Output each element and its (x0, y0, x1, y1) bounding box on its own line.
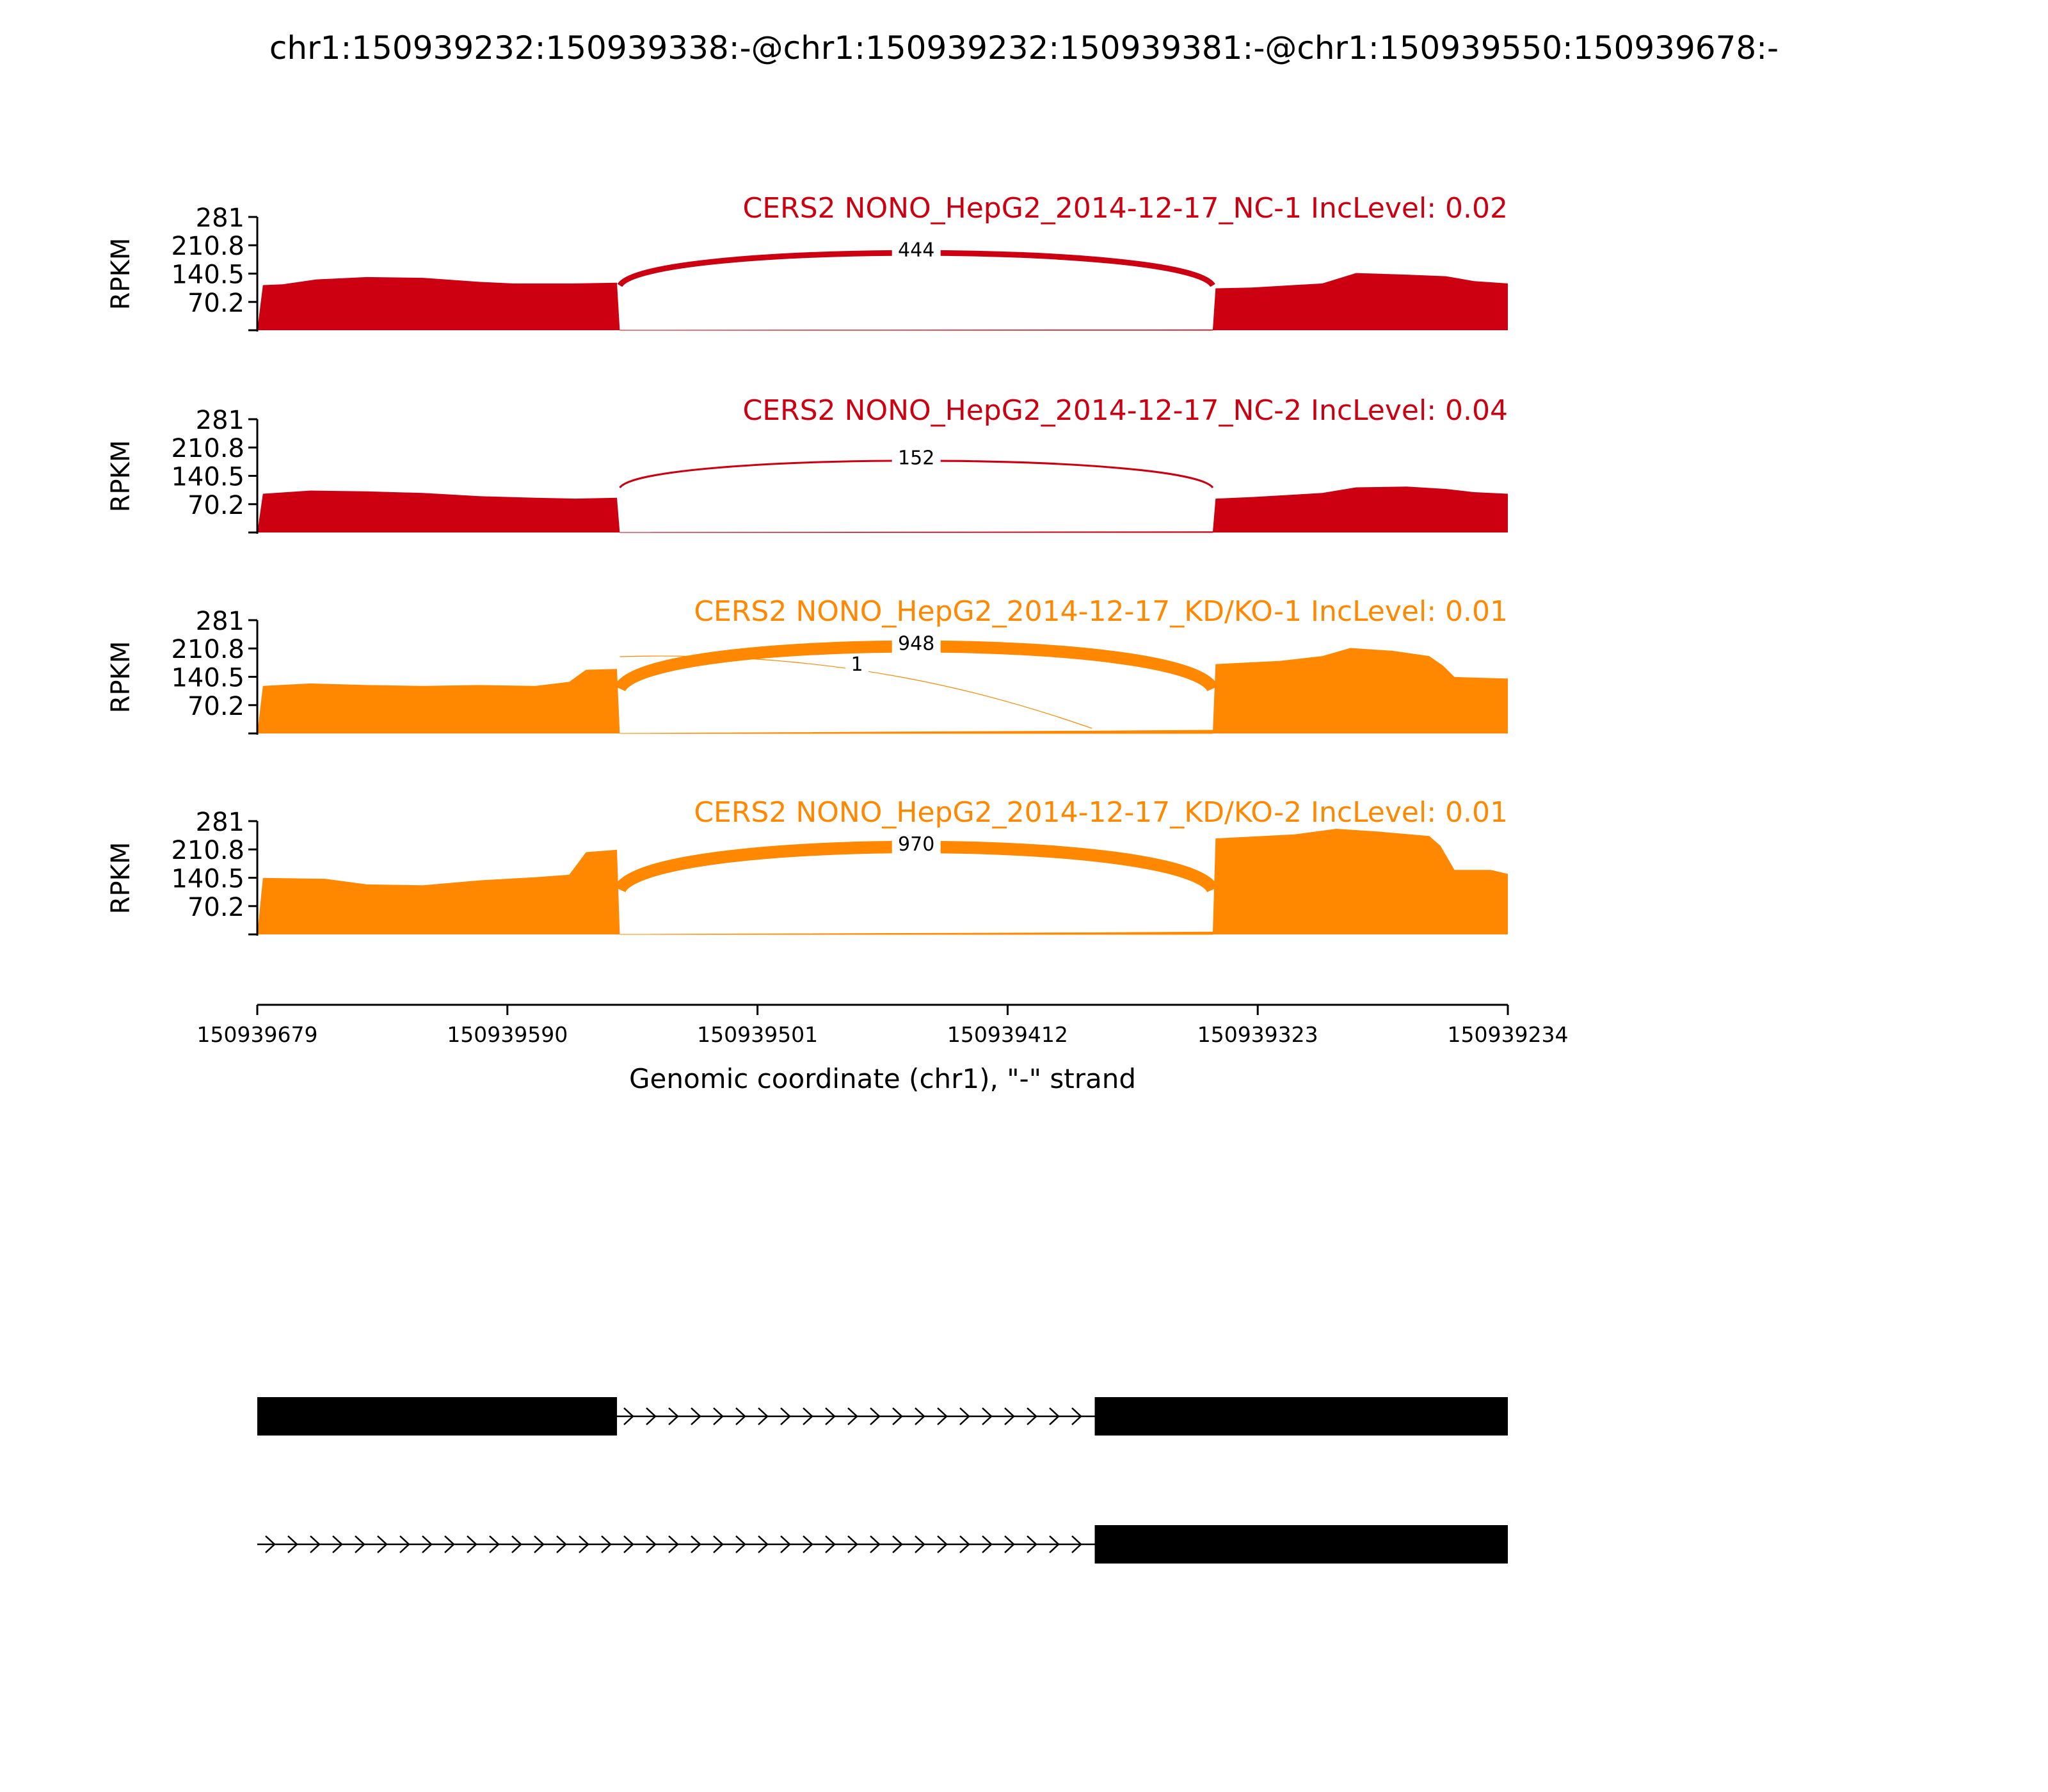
y-tick-label: 281 (195, 204, 244, 233)
coverage-panel-3 (106, 595, 1508, 735)
junction-count-label: 1 (851, 653, 863, 676)
x-tick-label: 150939590 (447, 1022, 568, 1047)
exon-block (257, 1397, 617, 1436)
figure-title: chr1:150939232:150939338:-@chr1:150939232:150939381:-@chr1:150939550:150939678:- (269, 29, 1779, 67)
gene-model-2 (257, 1525, 1508, 1564)
intron-coverage-area (620, 932, 1213, 934)
x-tick-label: 150939234 (1447, 1022, 1569, 1047)
coverage-panel-1 (106, 192, 1508, 332)
y-tick-label: 70.2 (187, 892, 244, 922)
sample-title: CERS2 NONO_HepG2_2014-12-17_KD/KO-2 IncLevel: 0.01 (694, 796, 1508, 829)
sample-title: CERS2 NONO_HepG2_2014-12-17_NC-2 IncLevel: 0.04 (742, 394, 1508, 427)
y-tick-label: 210.8 (171, 635, 244, 665)
x-axis-label: Genomic coordinate (chr1), "-" strand (628, 1063, 1137, 1094)
junction-count-label: 948 (898, 632, 935, 655)
y-tick-label: 210.8 (171, 836, 244, 866)
junction-count-label: 444 (898, 239, 935, 262)
y-tick-label: 281 (195, 607, 244, 636)
coverage-area (257, 648, 1508, 734)
sample-title: CERS2 NONO_HepG2_2014-12-17_NC-1 IncLevel: 0.02 (742, 192, 1508, 225)
coverage-panel-4 (106, 796, 1508, 936)
junction-count-label: 970 (898, 833, 935, 856)
x-tick-label: 150939323 (1197, 1022, 1318, 1047)
y-axis-label: RPKM (106, 842, 136, 915)
coverage-area (257, 486, 1508, 532)
exon-block (1095, 1525, 1508, 1564)
y-tick-label: 210.8 (171, 232, 244, 262)
sample-title: CERS2 NONO_HepG2_2014-12-17_KD/KO-1 IncLevel: 0.01 (694, 595, 1508, 628)
x-tick-label: 150939412 (947, 1022, 1068, 1047)
coverage-panels (106, 192, 1508, 936)
x-tick-label: 150939679 (196, 1022, 318, 1047)
gene-model-1 (257, 1397, 1508, 1436)
y-axis-label: RPKM (106, 237, 136, 310)
junction-count-label: 152 (898, 447, 935, 470)
y-axis-label: RPKM (106, 440, 136, 513)
y-tick-label: 140.5 (171, 462, 244, 492)
coverage-area (257, 273, 1508, 330)
y-tick-label: 140.5 (171, 864, 244, 894)
y-tick-label: 281 (195, 808, 244, 837)
x-axis (197, 1005, 1569, 1094)
exon-block (1095, 1397, 1508, 1436)
y-tick-label: 70.2 (187, 691, 244, 721)
y-tick-label: 140.5 (171, 663, 244, 693)
y-tick-label: 140.5 (171, 260, 244, 290)
coverage-panel-2 (106, 394, 1508, 534)
gene-models (257, 1397, 1508, 1564)
y-tick-label: 210.8 (171, 434, 244, 464)
y-tick-label: 281 (195, 406, 244, 435)
x-tick-label: 150939501 (697, 1022, 819, 1047)
y-axis-label: RPKM (106, 641, 136, 714)
y-tick-label: 70.2 (187, 288, 244, 318)
y-tick-label: 70.2 (187, 490, 244, 520)
intron-coverage-area (620, 730, 1213, 733)
